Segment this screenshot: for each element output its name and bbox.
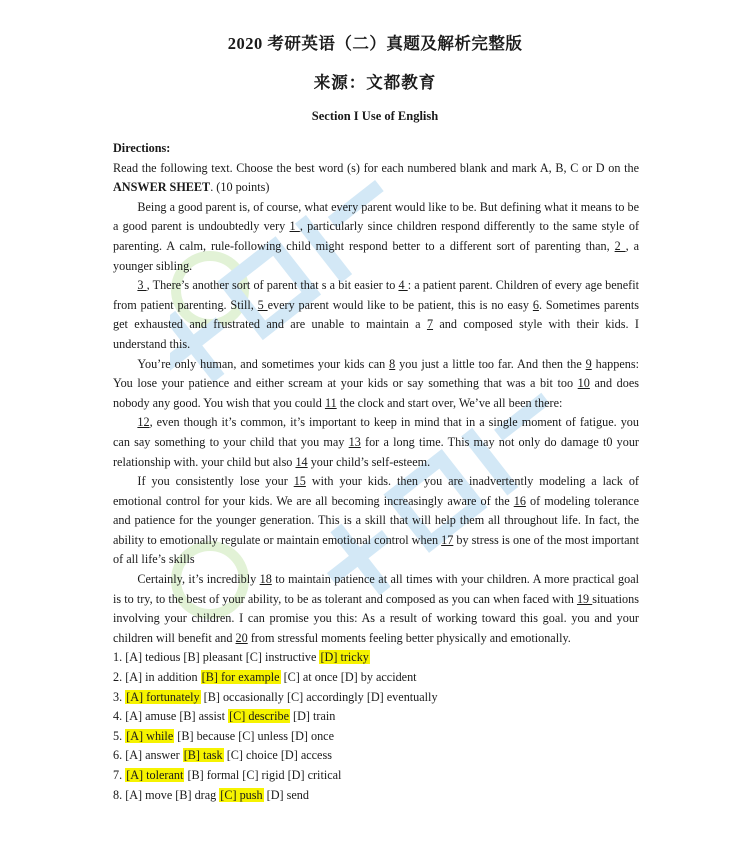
blank-15: 15 [293, 474, 306, 489]
option-c: [C] unless [238, 728, 288, 743]
highlighted-answer-option: [A] fortunately [126, 689, 200, 704]
option-line: 1. [A] tedious [B] pleasant [C] instructive [D] tricky [113, 650, 369, 665]
option-b: [B] occasionally [203, 689, 284, 704]
option-b: [B] drag [175, 787, 217, 802]
option-d: [D] send [266, 787, 309, 802]
highlighted-answer-option: [C] push [220, 787, 263, 802]
blank-14: 14 [295, 454, 308, 469]
option-d: [D] critical [287, 768, 342, 782]
option-b: [B] pleasant [183, 650, 243, 665]
page-title: 2020 考研英语（二）真题及解析完整版 [227, 34, 523, 53]
option-line: 8. [A] move [B] drag [C] push [D] send [113, 787, 309, 802]
highlighted-answer-option: [B] task [183, 748, 223, 763]
option-line: 3. [A] fortunately [B] occasionally [C] accordingly [D] eventually [113, 689, 438, 704]
option-d: [D] eventually [366, 689, 438, 704]
blank-8: 8 [389, 356, 396, 371]
blank-2: 2 [614, 238, 626, 253]
section-heading: Section I Use of English [311, 109, 439, 123]
option-c: [C] at once [283, 670, 338, 685]
blank-5: 5 [257, 297, 268, 312]
option-line: 5. [A] while [B] because [C] unless [D] once [113, 728, 334, 743]
blank-1: 1 [289, 219, 300, 234]
option-c: [C] choice [226, 748, 278, 763]
option-c: [C] accordingly [286, 689, 364, 704]
passage-paragraph-5: If you consistently lose your 15 with your kids. then you are inadvertently modeling a lack of emotional control for your kids. We are all becoming increasingly aware of the 16 of modeling tolerance and patience for the younger generation. This is a skill that will help them all throughout life. In fact, the ability to emotionally regulate or maintain emotional control when 17 by stress is one of the most important of all life’s skills [113, 474, 639, 567]
option-a: [A] tedious [125, 650, 181, 665]
blank-7: 7 [426, 317, 434, 332]
option-a: [A] amuse [125, 709, 177, 724]
blank-10: 10 [577, 376, 590, 391]
passage-paragraph-2: 3 , There’s another sort of parent that s a bit easier to 4 : a patient parent. Children of every age benefit from patient parenting. Still, 5 every parent would like to be patient, this is no easy 6. Sometimes parents get exhausted and frustrated and are unable to maintain a 7 and composed style with their kids. I understand this. [113, 278, 640, 351]
blank-17: 17 [441, 532, 454, 547]
highlighted-answer-option: [A] while [126, 728, 174, 743]
option-b: [B] assist [179, 709, 226, 724]
passage-paragraph-1: Being a good parent is, of course, what every parent would like to be. But defining what it means to be a good parent is undoubtedly very 1 , particularly since children respond differently to the same style of parenting. A calm, rule-following child might respond better to a different sort of parenting than, 2 , a younger sibling. [113, 199, 640, 273]
blank-12: 12 [137, 415, 150, 430]
option-line: 6. [A] answer [B] task [C] choice [D] access [113, 748, 332, 763]
option-b: [B] because [177, 728, 236, 743]
option-a: [A] move [125, 787, 173, 802]
option-d: [D] once [291, 728, 334, 743]
highlighted-answer-option: [D] tricky [320, 650, 369, 665]
directions-heading: Directions: [113, 141, 171, 155]
highlighted-answer-option: [A] tolerant [126, 768, 184, 782]
option-a: [A] in addition [125, 670, 198, 685]
option-line: 4. [A] amuse [B] assist [C] describe [D] train [113, 709, 336, 724]
option-d: [D] by accident [340, 670, 417, 685]
option-c: [C] instructive [245, 650, 317, 665]
blank-9: 9 [585, 356, 592, 371]
highlighted-answer-option: [B] for example [201, 670, 280, 685]
option-c: [C] rigid [242, 768, 285, 782]
option-line: 7. [A] tolerant [B] formal [C] rigid [D] critical [113, 768, 342, 782]
passage-paragraph-3: You’re only human, and sometimes your kids can 8 you just a little too far. And then the 9 happens: You lose your patience and either scream at your kids or say something that was a bit too 10 and does nobody any good. You wish that you could 11 the clock and start over, We’ve all been there: [113, 356, 639, 410]
blank-16: 16 [513, 493, 526, 508]
blank-11: 11 [324, 395, 337, 410]
blank-4: 4 [398, 278, 408, 293]
blank-20: 20 [235, 630, 248, 645]
directions-text: Read the following text. Choose the best word (s) for each numbered blank and mark A, B, C or D on the ANSWER SHEET. (10 points) [113, 160, 639, 195]
option-d: [D] access [280, 748, 332, 763]
source-line: 来源：文都教育 [313, 73, 437, 92]
blank-3: 3 [137, 278, 147, 293]
option-b: [B] formal [187, 768, 240, 782]
blank-6: 6 [532, 297, 539, 312]
answer-sheet-label: ANSWER SHEET [113, 180, 211, 195]
option-d: [D] train [293, 709, 336, 724]
blank-19: 19 [576, 591, 593, 606]
highlighted-answer-option: [C] describe [229, 709, 289, 724]
option-a: [A] answer [125, 748, 180, 763]
answer-options-list [113, 648, 639, 805]
passage-paragraph-4: 12, even though it’s common, it’s important to keep in mind that in a single moment of fatigue. you can say something to your child that you may 13 for a long time. This may not only do damage t0 your relationship with. your child but also 14 your child’s self-esteem. [113, 415, 639, 469]
blank-13: 13 [348, 434, 361, 449]
option-line: 2. [A] in addition [B] for example [C] at once [D] by accident [113, 670, 417, 685]
blank-18: 18 [259, 572, 272, 587]
passage-paragraph-6: Certainly, it’s incredibly 18 to maintain patience at all times with your children. A more practical goal is to try, to the best of your ability, to be as tolerant and composed as you can when faced with 19 situations involving your children. I can promise you this: As a result of working toward this goal. you and your children will benefit and 20 from stressful moments feeling better physically and emotionally. [113, 572, 640, 645]
